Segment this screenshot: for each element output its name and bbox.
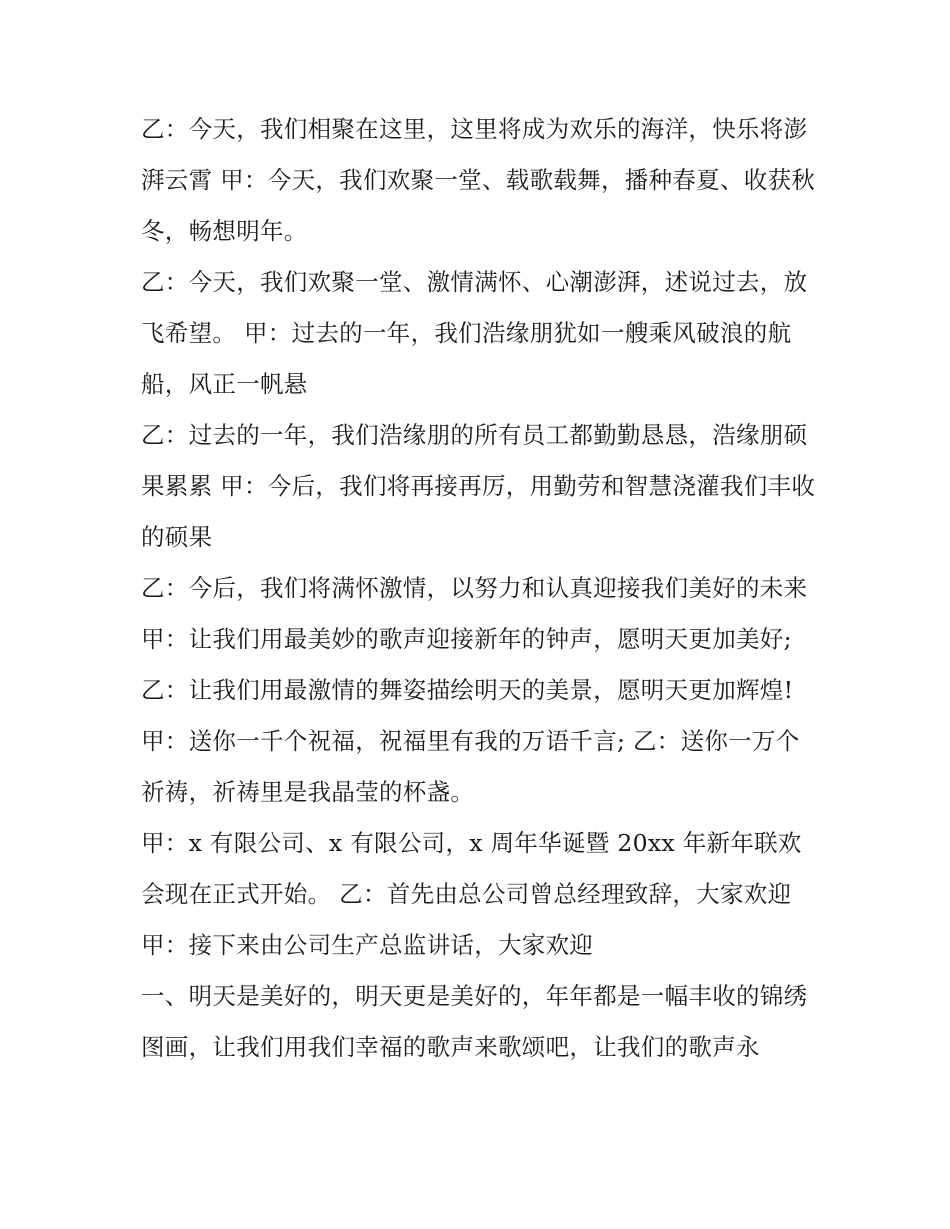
document-body xyxy=(141,104,821,1073)
paragraph: 乙：今天，我们欢聚一堂、激情满怀、心潮澎湃，述说过去，放飞希望。 甲：过去的一年，我们浩缘朋犹如一艘乘风破浪的航船，风正一帆悬 xyxy=(141,268,808,398)
paragraph: 乙：今天，我们相聚在这里，这里将成为欢乐的海洋，快乐将澎湃云霄 甲：今天，我们欢聚一堂、载歌载舞，播种春夏、收获秋冬，畅想明年。 xyxy=(141,115,816,245)
paragraph: 乙：过去的一年，我们浩缘朋的所有员工都勤勤恳恳，浩缘朋硕果累累 甲：今后，我们将再接再厉，用勤劳和智慧浇灌我们丰收的硕果 xyxy=(141,421,816,551)
paragraph: 甲：x 有限公司、x 有限公司，x 周年华诞暨 20xx 年新年联欢会现在正式开始。 乙：首先由总公司曾总经理致辞，大家欢迎 甲：接下来由公司生产总监讲话，大家欢迎 xyxy=(141,829,802,959)
paragraph: 一、明天是美好的，明天更是美好的，年年都是一幅丰收的锦绣图画，让我们用我们幸福的歌声来歌颂吧，让我们的歌声永 xyxy=(141,982,808,1061)
paragraph: 乙：让我们用最激情的舞姿描绘明天的美景，愿明天更加辉煌! 甲：送你一千个祝福，祝福里有我的万语千言; 乙：送你一万个祈祷，祈祷里是我晶莹的杯盏。 xyxy=(141,676,800,806)
paragraph: 乙：今后，我们将满怀激情，以努力和认真迎接我们美好的未来 甲：让我们用最美妙的歌声迎接新年的钟声，愿明天更加美好; xyxy=(141,574,808,653)
